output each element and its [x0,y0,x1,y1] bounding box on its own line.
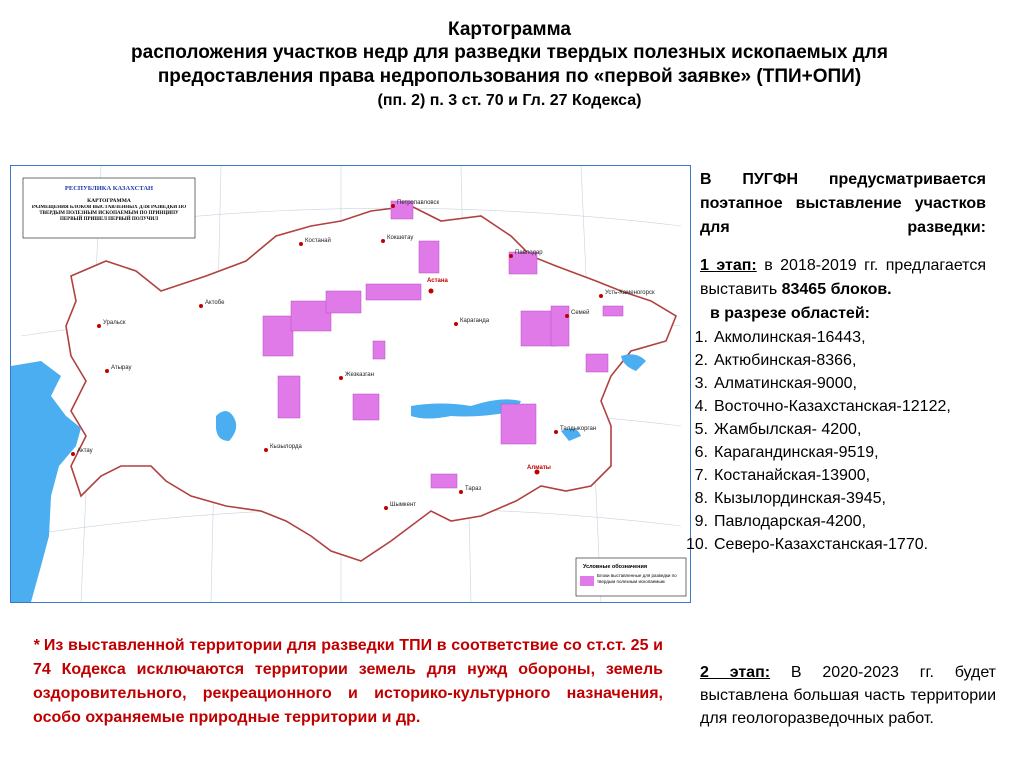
stage1-label: 1 этап: [700,257,757,274]
caspian-sea [11,361,81,602]
note-asterisk: * [33,637,40,654]
svg-text:Актау: Актау [77,448,93,454]
title-line-1: Картограмма [448,19,571,40]
list-item: 6. Карагандинская-9519, [694,444,879,461]
svg-text:Караганда: Караганда [460,318,490,324]
stage2-block [700,661,996,730]
note-paragraph [33,634,663,730]
title-line-4: (пп. 2) п. 3 ст. 70 и Гл. 27 Кодекса) [377,92,642,109]
list-item: 5. Жамбылская- 4200, [694,421,862,438]
kazakhstan-territory [66,206,676,561]
svg-text:Павлодар: Павлодар [515,250,543,256]
map-legend [576,558,686,596]
svg-text:Петропавловск: Петропавловск [397,200,440,206]
svg-text:Талдыкорган: Талдыкорган [560,426,597,432]
svg-text:Семей: Семей [571,310,590,316]
note-text: Из выставленной территории для разведки ТПИ в соответствие со ст.ст. 25 и 74 Кодекса исключаются территории земель для нужд обороны, земель оздоровительного, рекреационного и историко-культурного назначения, особо охраняемые природные территории и др. [33,637,663,726]
stage1-text: в 2018-2019 гг. предлагается выставить [700,257,986,298]
svg-text:Костанай: Костанай [305,238,331,244]
title-line-2: расположения участков недр для разведки твердых полезных ископаемых для [131,42,888,63]
list-item: 1. Акмолинская-16443, [694,329,866,346]
list-item: 2. Актюбинская-8366, [694,352,857,369]
list-item: 9. Павлодарская-4200, [694,513,867,530]
map-svg [11,166,690,602]
list-item: 4. Восточно-Казахстанская-12122, [694,398,951,415]
svg-text:Кызылорда: Кызылорда [270,444,302,450]
stage2-paragraph [700,661,996,730]
intro-paragraph: В ПУГФН предусматривается поэтапное выставление участков для разведки: [700,171,986,236]
slide-header [0,18,1019,113]
svg-text:КАРТОГРАММА: КАРТОГРАММА [87,198,131,204]
svg-text:Астана: Астана [427,278,448,284]
exclusion-note [33,634,663,730]
legend-swatch [580,576,594,586]
list-item: 8. Кызылординская-3945, [694,490,886,507]
svg-text:Усть-Каменогорск: Усть-Каменогорск [605,290,655,296]
title-line-3: предоставления права недропользования по «первой заявке» (ТПИ+ОПИ) [157,66,862,87]
svg-text:Атырау: Атырау [111,365,132,371]
svg-text:Кокшетау: Кокшетау [387,235,414,241]
stage2-text: В 2020-2023 гг. будет выставлена большая часть территории для геологоразведочных работ. [700,664,997,727]
svg-text:Актобе: Актобе [205,300,225,306]
svg-text:РЕСПУБЛИКА КАЗАХСТАН: РЕСПУБЛИКА КАЗАХСТАН [64,185,154,192]
svg-text:Алматы: Алматы [527,465,551,471]
map-inset-title [23,178,195,238]
list-item: 10. Северо-Казахстанская-1770. [686,536,929,553]
list-item: 7. Костанайская-13900, [694,467,871,484]
stage1-paragraph [700,254,986,302]
svg-text:Шымкент: Шымкент [390,502,417,508]
stage1-unit: блоков. [830,281,892,298]
list-item: 3. Алматинская-9000, [694,375,857,392]
stage2-label: 2 этап: [700,664,771,681]
right-panel [686,168,986,556]
lake-zaysan [621,354,646,371]
regions-list [686,326,986,556]
svg-text:Уральск: Уральск [103,320,126,326]
svg-text:Тараз: Тараз [465,486,482,492]
stage1-count: 83465 [781,281,827,298]
svg-text:Условные обозначения: Условные обозначения [583,564,648,570]
kazakhstan-map [10,165,691,603]
regions-heading: в разрезе областей: [710,305,870,322]
svg-text:Жезказган: Жезказган [345,372,374,378]
inset-description: РАЗМЕЩЕНИЯ БЛОКОВ ВЫСТАВЛЕННЫХ ДЛЯ РАЗВЕДКИ ПО ТВЕРДЫМ ПОЛЕЗНЫМ ИСКОПАЕМЫМ ПО ПРИНЦИПУ ПЕРВЫЙ ПРИШЕЛ ПЕРВЫЙ ПОЛУЧИЛ [31,205,187,222]
legend-item-label: Блоки выставленные для разведки по твердым полезным ископаемым [597,573,677,584]
